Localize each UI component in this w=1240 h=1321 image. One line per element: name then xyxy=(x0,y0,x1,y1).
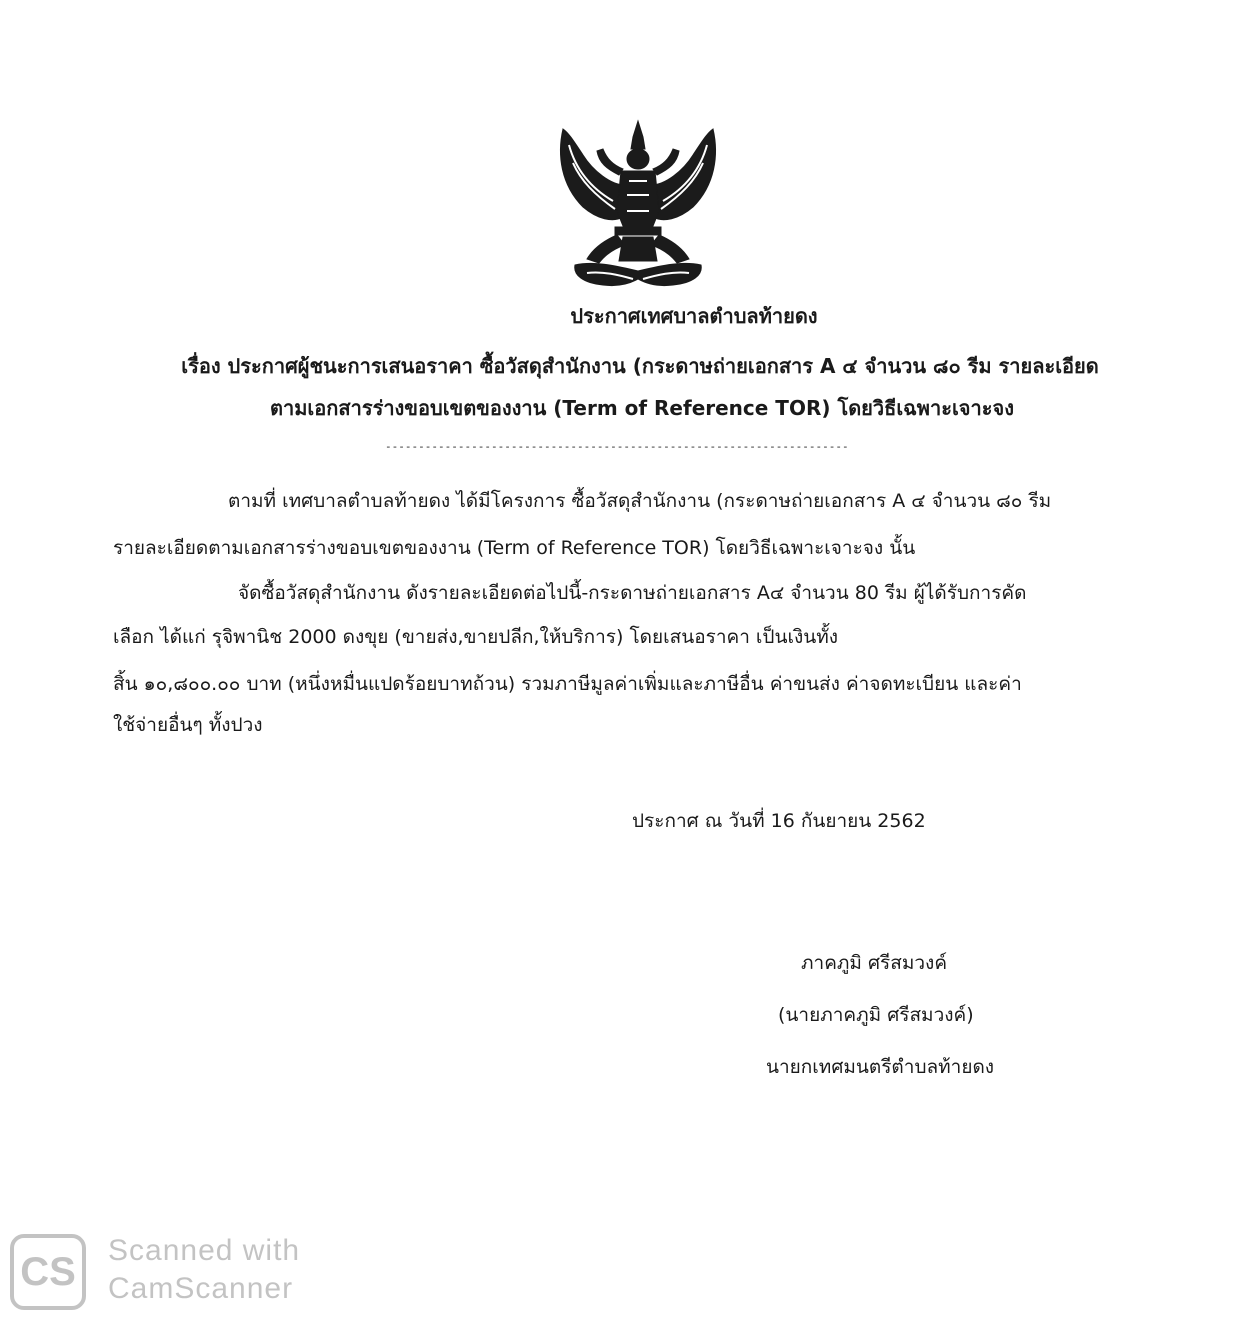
camscanner-watermark xyxy=(10,1232,340,1312)
body-line-5: สิ้น ๑๐,๘๐๐.๐๐ บาท (หนึ่งหมื่นแปดร้อยบาทถ้วน) รวมภาษีมูลค่าเพิ่มและภาษีอื่น ค่าขนส่ง ค่าจดทะเบียน และค่า xyxy=(113,673,1022,695)
subject-line-1: เรื่อง ประกาศผู้ชนะการเสนอราคา ซื้อวัสดุสำนักงาน (กระดาษถ่ายเอกสาร A ๔ จำนวน ๘๐ รีม รายละเอียด xyxy=(181,354,1099,378)
garuda-emblem-icon xyxy=(553,115,723,293)
document-title: ประกาศเทศบาลตำบลท้ายดง xyxy=(570,304,818,328)
subject-line-2: ตามเอกสารร่างขอบเขตของงาน (Term of Reference TOR) โดยวิธีเฉพาะเจาะจง xyxy=(270,396,1014,420)
signature-name: ภาคภูมิ ศรีสมวงค์ xyxy=(801,952,948,974)
camscanner-logo-icon xyxy=(10,1234,86,1310)
watermark-line-1: Scanned with xyxy=(108,1234,301,1267)
body-line-4: เลือก ได้แก่ รุจิพานิช 2000 ดงขุย (ขายส่ง,ขายปลีก,ให้บริการ) โดยเสนอราคา เป็นเงินทั้ง xyxy=(113,626,839,648)
camscanner-logo-text: CS xyxy=(20,1250,76,1294)
body-line-1: ตามที่ เทศบาลตำบลท้ายดง ได้มีโครงการ ซื้อวัสดุสำนักงาน (กระดาษถ่ายเอกสาร A ๔ จำนวน ๘๐ รีม xyxy=(228,490,1052,512)
watermark-line-2: CamScanner xyxy=(108,1272,294,1305)
body-line-6: ใช้จ่ายอื่นๆ ทั้งปวง xyxy=(113,714,263,736)
body-line-2: รายละเอียดตามเอกสารร่างขอบเขตของงาน (Term of Reference TOR) โดยวิธีเฉพาะเจาะจง นั้น xyxy=(113,537,916,559)
signature-position: นายกเทศมนตรีตำบลท้ายดง xyxy=(766,1056,995,1078)
announcement-date: ประกาศ ณ วันที่ 16 กันยายน 2562 xyxy=(632,810,926,832)
body-line-3: จัดซื้อวัสดุสำนักงาน ดังรายละเอียดต่อไปนี้-กระดาษถ่ายเอกสาร A๔ จำนวน 80 รีม ผู้ได้รับการคัด xyxy=(238,582,1027,604)
divider-line: ---------------------------------------------------------------------- xyxy=(385,440,849,453)
signature-full-name: (นายภาคภูมิ ศรีสมวงค์) xyxy=(778,1004,974,1026)
